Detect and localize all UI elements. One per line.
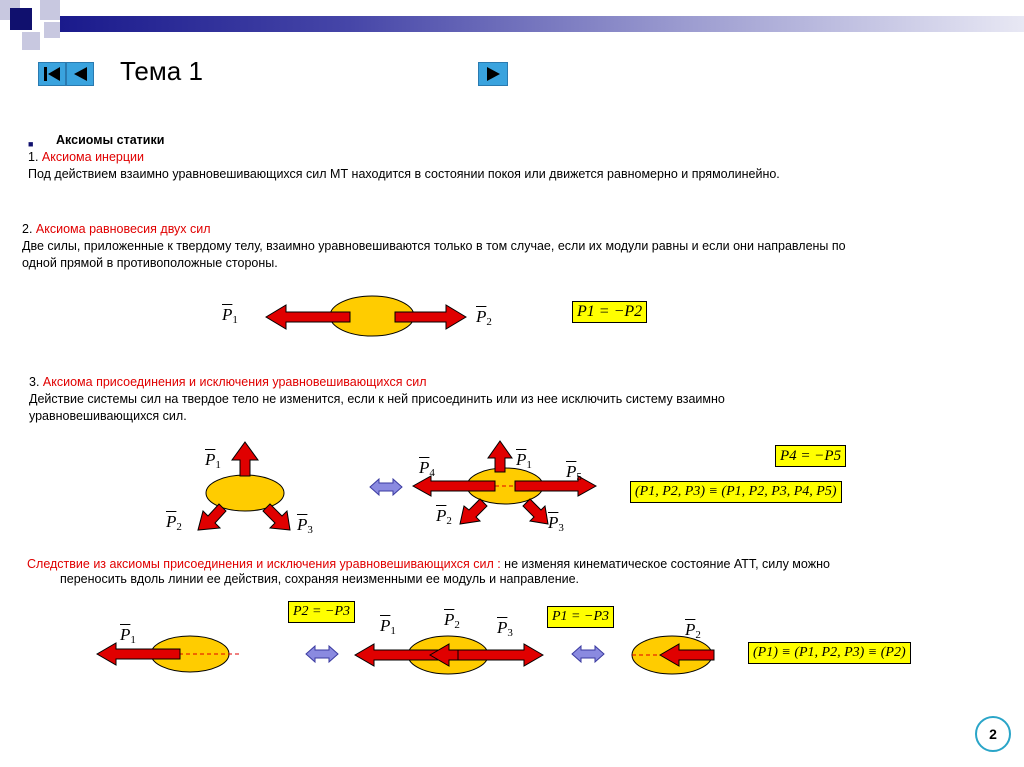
label-p3: $\overline{P}_3$ (548, 513, 564, 534)
axiom3-text-line1: Действие системы сил на твердое тело не изменится, если к ней присоединить или из нее исключить систему взаимно (29, 392, 725, 406)
label-p3: $\overline{P}_3$ (297, 515, 313, 536)
bullet: ■ (28, 139, 34, 149)
corollary-line1: Следствие из аксиомы присоединения и исключения уравновешивающихся сил : не изменяя кинематическое состояние АТТ, силу можно (27, 557, 830, 571)
force-arrow-p2 (198, 504, 226, 530)
label-p2: $\overline{P}_2$ (476, 307, 492, 328)
force-arrow-p1 (488, 441, 512, 472)
label-p1: $\overline{P}_1$ (205, 450, 221, 471)
axiom2-text-line2: одной прямой в противоположные стороны. (22, 256, 278, 270)
formula-p2-p3: P2 = −P3 (288, 601, 355, 623)
formula-p4-p5: P4 = −P5 (775, 445, 846, 467)
force-arrow-p1 (232, 442, 258, 476)
equivalence-arrow (306, 646, 338, 662)
label-p4: $\overline{P}_4$ (419, 458, 435, 479)
label-p1: $\overline{P}_1$ (120, 625, 136, 646)
label-p1: $\overline{P}_1$ (222, 305, 238, 326)
axiom3-text-line2: уравновешивающихся сил. (29, 409, 187, 423)
label-p2: $\overline{P}_2$ (436, 506, 452, 527)
label-p1: $\overline{P}_1$ (516, 450, 532, 471)
formula-system-equivalence: (P1, P2, P3) ≡ (P1, P2, P3, P4, P5) (630, 481, 842, 503)
formula-axiom2: P1 = −P2 (572, 301, 647, 323)
force-arrow-p2 (460, 499, 487, 524)
page-title: Тема 1 (120, 56, 203, 86)
label-p2: $\overline{P}_2$ (166, 512, 182, 533)
axiom1-text: Под действием взаимно уравновешивающихся сил МТ находится в состоянии покоя или движется равномерно и прямолинейно. (28, 167, 780, 181)
formula-p1-p3: P1 = −P3 (547, 606, 614, 628)
axiom3-title: 3. Аксиома присоединения и исключения уравновешивающихся сил (29, 375, 427, 389)
axiom2-title: 2. Аксиома равновесия двух сил (22, 222, 211, 236)
corollary-line2: переносить вдоль линии ее действия, сохраняя неизменными ее модуль и направление. (60, 572, 580, 586)
label-p1: $\overline{P}_1$ (380, 616, 396, 637)
axiom2-text-line1: Две силы, приложенные к твердому телу, взаимно уравновешиваются только в том случае, если их модули равны и если они направлены по (22, 239, 846, 253)
axiom1-title: 1. Аксиома инерции (28, 150, 144, 164)
formula-transfer: (P1) ≡ (P1, P2, P3) ≡ (P2) (748, 642, 911, 664)
label-p2: $\overline{P}_2$ (685, 620, 701, 641)
label-p2: $\overline{P}_2$ (444, 610, 460, 631)
section-heading: Аксиомы статики (56, 133, 165, 147)
force-arrow-p3 (263, 504, 290, 530)
page-number: 2 (975, 716, 1011, 752)
force-arrow-p3 (523, 499, 548, 524)
label-p5: $\overline{P}_5$ (566, 462, 582, 483)
equivalence-arrow (572, 646, 604, 662)
equivalence-arrow (370, 479, 402, 495)
label-p3: $\overline{P}_3$ (497, 618, 513, 639)
